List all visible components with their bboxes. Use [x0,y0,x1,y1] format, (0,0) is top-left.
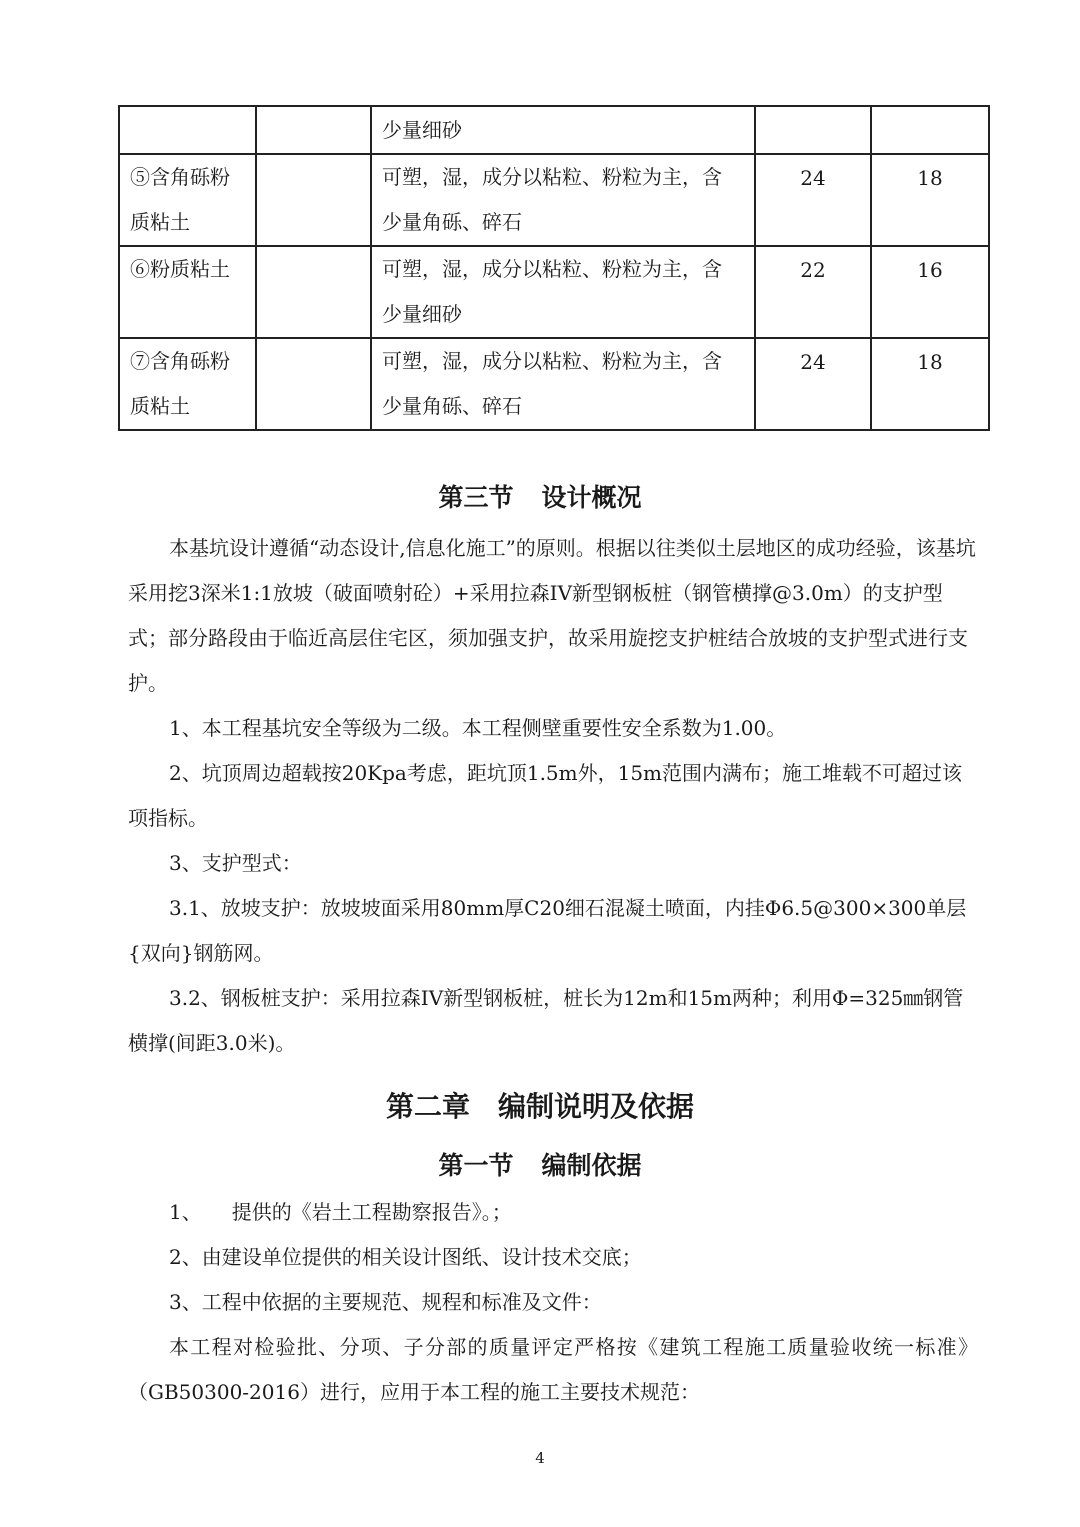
empty-cell [256,246,371,338]
list-item: 3、工程中依据的主要规范、规程和标准及文件： [169,1290,602,1314]
section-title-text: 设计概况 [541,483,642,512]
value-cell [755,106,871,154]
description-line: 少量角砾、碎石 [382,394,522,418]
soil-name-cell [119,154,256,246]
soil-name-line: ⑥粉质粘土 [130,257,230,281]
value-cell: 24 [755,338,871,430]
section-number: 第一节 [438,1151,514,1180]
description-line: 可塑，湿，成分以粘粒、粉粒为主，含 [382,165,722,189]
paragraph: 3、支护型式： [169,851,302,875]
soil-name-cell [119,246,256,338]
paragraph-line: （GB50300-2016）进行，应用于本工程的施工主要技术规范： [128,1380,700,1404]
section-number: 第三节 [438,483,514,512]
table-row [119,246,989,338]
chapter-number: 第二章 [385,1090,470,1123]
description-line: 可塑，湿，成分以粘粒、粉粒为主，含 [382,257,722,281]
soil-name-line: ⑦含角砾粉 [130,349,230,373]
soil-name-cell [119,106,256,154]
soil-layer-table [118,105,990,431]
paragraph: 本基坑设计遵循“动态设计,信息化施工”的原则。根据以往类似土层地区的成功经验，该基坑采用挖3深米1:1放坡（破面喷射砼）+采用拉森IV新型钢板桩（钢管横撑@3.0m）的支护型式；部分路段由于临近高层住宅区，须加强支护，故采用旋挖支护桩结合放坡的支护型式进行支护。 [128,536,976,695]
value-cell: 16 [871,246,989,338]
soil-description-cell [371,246,755,338]
soil-description-cell [371,154,755,246]
table-row [119,338,989,430]
chapter-title-text: 编制说明及依据 [498,1090,695,1123]
page-number: 4 [535,1449,545,1467]
description-line: 少量细砂 [382,302,462,326]
list-item-text: 提供的《岩土工程勘察报告》。； [231,1200,512,1224]
list-item-number: 1、 [169,1200,202,1224]
value-cell: 24 [755,154,871,246]
description-line: 少量角砾、碎石 [382,210,522,234]
empty-cell [256,338,371,430]
paragraph: 3.1、放坡支护：放坡坡面采用80mm厚C20细石混凝土喷面，内挂Φ6.5@300×300单层{双向}钢筋网。 [128,896,967,965]
paragraph: 2、坑顶周边超载按20Kpa考虑，距坑顶1.5m外，15m范围内满布；施工堆载不可超过该项指标。 [128,761,963,830]
value-cell: 18 [871,338,989,430]
soil-name-line: 质粘土 [130,210,190,234]
table-row [119,154,989,246]
value-cell: 18 [871,154,989,246]
list-item: 2、由建设单位提供的相关设计图纸、设计技术交底； [169,1245,642,1269]
paragraph: 3.2、钢板桩支护：采用拉森IV新型钢板桩，桩长为12m和15m两种；利用Φ=325㎜钢管横撑(间距3.0米)。 [128,986,964,1055]
soil-name-cell [119,338,256,430]
empty-cell [256,106,371,154]
value-cell: 22 [755,246,871,338]
basis-list [128,1190,978,1415]
chapter-heading [0,1085,1080,1125]
soil-name-line: ⑤含角砾粉 [130,165,230,189]
section-heading [0,1146,1080,1182]
paragraph-line: 本工程对检验批、分项、子分部的质量评定严格按《建筑工程施工质量验收统一标准》 [169,1335,978,1359]
section-title-text: 编制依据 [541,1151,642,1180]
empty-cell [256,154,371,246]
soil-description-cell [371,338,755,430]
list-item [128,1190,978,1235]
soil-description-cell: 少量细砂 [371,106,755,154]
value-cell [871,106,989,154]
section-body [128,526,978,1066]
soil-name-line: 质粘土 [130,394,190,418]
paragraph: 1、本工程基坑安全等级为二级。本工程侧壁重要性安全系数为1.00。 [169,716,787,740]
table-row [119,106,989,154]
section-heading [0,478,1080,514]
description-line: 可塑，湿，成分以粘粒、粉粒为主，含 [382,349,722,373]
